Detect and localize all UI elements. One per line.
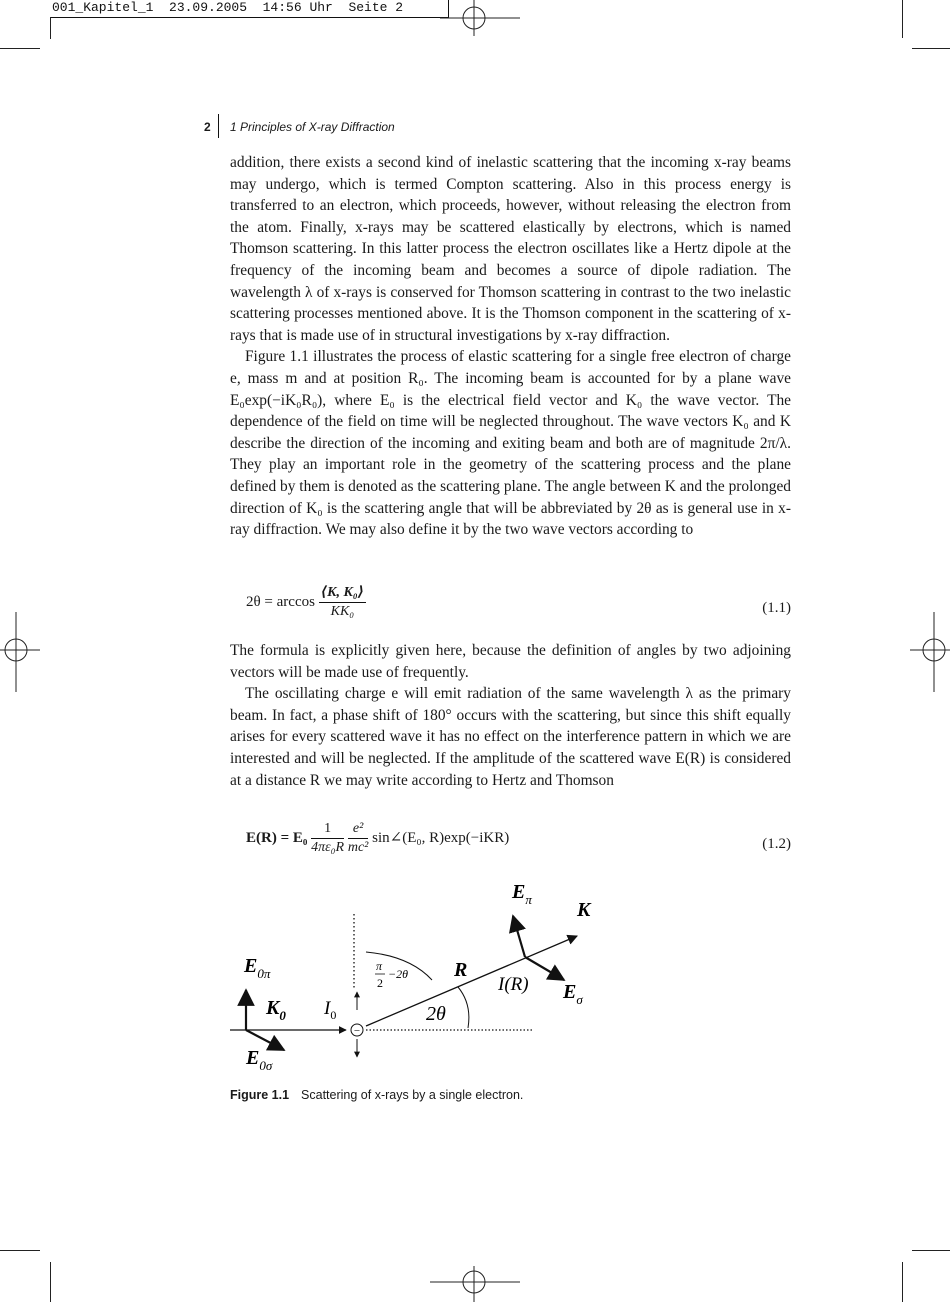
label-e-sigma-sub: σ (576, 992, 583, 1007)
two-theta-arc (458, 987, 469, 1028)
crop-mark (912, 48, 950, 49)
figure-caption-label: Figure 1.1 (230, 1088, 290, 1102)
label-e-sigma: $E_\sigma$ (563, 981, 583, 1007)
label-k0-sub: 0 (279, 1008, 286, 1023)
crop-mark (912, 1250, 950, 1251)
running-head-rule (218, 114, 219, 138)
crop-mark (902, 0, 903, 38)
eq1-denominator: KK₀ (330, 604, 355, 619)
eq1-number: (1.1) (762, 600, 791, 616)
scattered-beam (366, 936, 577, 1026)
registration-mark-left (0, 612, 40, 692)
registration-mark-top (440, 0, 520, 36)
label-e-0sigma: $E_{0\sigma}$ (246, 1047, 273, 1073)
figure-1-1 (220, 872, 620, 1082)
label-angle-denominator: 2 (377, 976, 383, 990)
eq2-fraction-1 (311, 820, 344, 857)
paragraph-4: The oscillating charge e will emit radiation of the same wavelength λ as the primary beam. In fact, a phase shift of 180° occurs with the scattering, but since this shift equally arises for every scattered wave it has no effect on the interference pattern in which we are interested and will be neglected. If the amplitude of the scattered wave E(R) is considered at a distance R we may write according to Hertz and Thomson (230, 685, 791, 789)
crop-mark (902, 1262, 903, 1302)
label-i0: $I_0$ (324, 998, 337, 1022)
figure-caption (230, 1088, 523, 1102)
label-i0-sub: 0 (330, 1008, 337, 1022)
label-r: R (454, 959, 468, 981)
eq2-frac1-numerator: 1 (311, 820, 344, 839)
label-two-theta: 2θ (426, 1003, 446, 1025)
registration-mark-bottom (430, 1266, 520, 1302)
label-e-pi-sub: π (525, 892, 532, 907)
label-e-0pi: $E_{0\pi}$ (244, 955, 271, 981)
crop-mark (0, 1250, 40, 1251)
crop-mark (0, 48, 40, 49)
registration-mark-right (910, 612, 950, 692)
crop-mark (50, 1262, 51, 1302)
eq1-lhs: 2θ = arccos (246, 593, 315, 610)
label-e-0pi-sub: 0π (257, 966, 271, 981)
figure-caption-text: Scattering of x-rays by a single electron. (301, 1088, 524, 1102)
eq2-frac1-denominator: 4πε₀R (311, 840, 345, 855)
printer-slug: 001_Kapitel_1 23.09.2005 14:56 Uhr Seite 2 (52, 0, 404, 15)
electron-sign: − (353, 1025, 361, 1037)
crop-mark (50, 17, 51, 39)
label-e-0sigma-sub: 0σ (259, 1058, 273, 1073)
label-k0: $K_0$ (266, 997, 286, 1023)
eq2-frac2-denominator: mc² (347, 840, 369, 855)
paragraph-1: addition, there exists a second kind of inelastic scattering that the incoming x-ray beams may undergo, which is termed Compton scattering. Also in this process energy is transferred to an electron, which proceeds, however, without releasing the electron from the atom. Finally, x-rays may be scattered elastically by electrons, which is named Thomson scattering. In this latter process the electron oscillates like a Hertz dipole at the frequency of the incoming beam and becomes a source of dipole radiation. The wavelength λ of x-rays is conserved for Thomson scattering in contrast to the two inelastic scattering processes mentioned above. It is the Thomson component in the scattering of x-rays that is made use of in structural investigations by x-ray diffraction. (230, 154, 791, 344)
eq2-number: (1.2) (762, 836, 791, 852)
text-block-2 (230, 640, 791, 791)
paragraph-3: The formula is explicitly given here, because the definition of angles by two adjoining vectors will be made use of frequently. (230, 642, 791, 681)
epi-vector (513, 916, 525, 957)
eq2-rhs: sin∠(E₀, R)exp(−iKR) (372, 829, 510, 846)
equation-1-2 (246, 820, 791, 870)
eq2-frac2-numerator: e² (348, 820, 369, 839)
label-angle-numerator: π (376, 959, 383, 973)
eq2-fraction-2 (348, 820, 369, 857)
label-e-pi: $E_\pi$ (512, 881, 532, 907)
label-k: K (577, 899, 591, 921)
paragraph-2: Figure 1.1 illustrates the process of elastic scattering for a single free electron of charge e, mass m and at position R₀. The incoming beam is accounted for by a plane wave E₀exp(−iK₀R₀), where E₀ is the electrical field vector and K₀ the wave vector. The dependence of the field on time will be neglected throughout. The wave vectors K₀ and K describe the direction of the incoming and exiting beam and both are of magnitude 2π/λ. They play an important role in the geometry of the scattering process and the plane defined by them is denoted as the scattering plane. The angle between K and the prolonged direction of K₀ is the scattering angle that will be abbreviated by 2θ as is general use in x-ray diffraction. We may also define it by the two wave vectors according to (230, 348, 791, 539)
text-block-1 (230, 152, 791, 541)
label-angle-rest: −2θ (388, 967, 408, 981)
label-i-r: I(R) (498, 974, 529, 995)
page-number: 2 (204, 120, 211, 134)
eq2-lhs: E(R) = E₀ (246, 829, 308, 846)
eq1-numerator: ⟨K, K₀⟩ (319, 584, 366, 603)
esigma-vector (525, 957, 564, 980)
eq1-fraction (319, 584, 366, 621)
chapter-title: 1 Principles of X-ray Diffraction (230, 120, 395, 134)
equation-1-1 (246, 584, 791, 634)
